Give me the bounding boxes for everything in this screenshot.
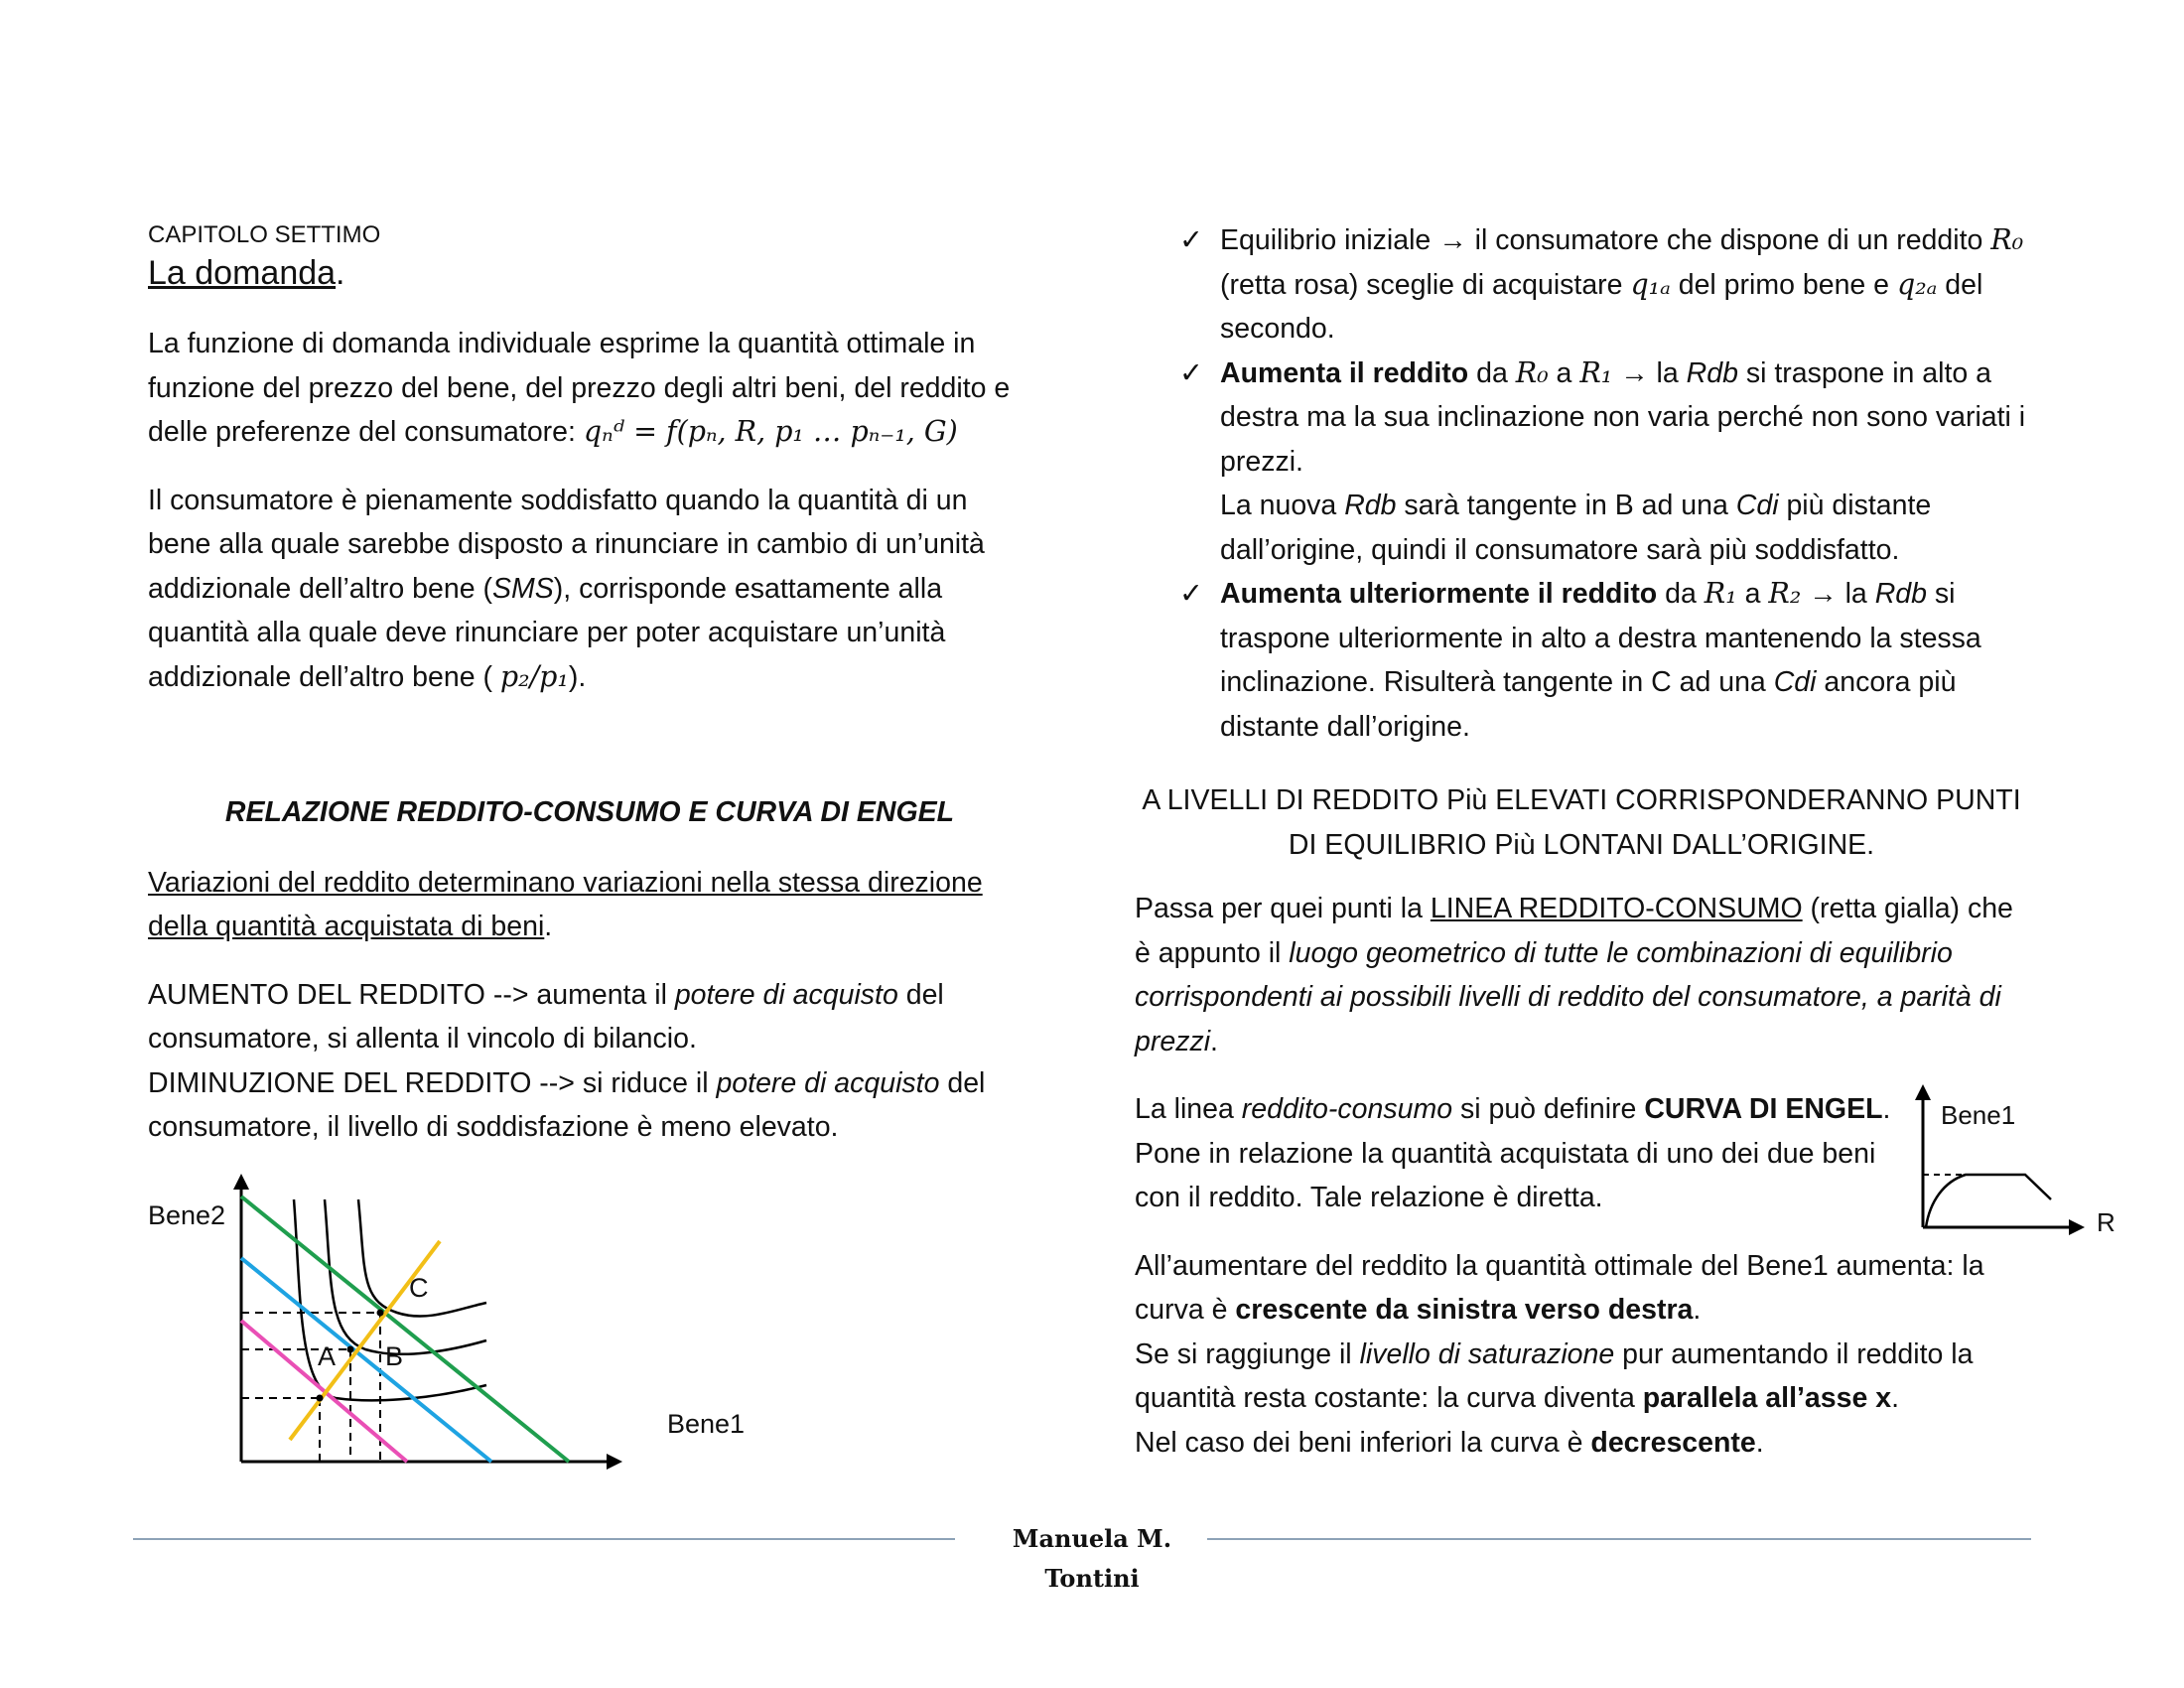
chart2-y-label: Bene1 [1941,1100,2016,1130]
b1-a: Equilibrio iniziale [1220,224,1439,256]
point-a-label: A [318,1341,337,1371]
final-l1b: crescente da sinistra verso destra [1235,1294,1694,1326]
b2-g: più distante dall’origine, quindi il consumatore sarà più soddisfatto. [1220,490,1932,566]
chart2-y-arrow [1915,1084,1931,1100]
b1-c: (retta rosa) sceglie di acquistare [1220,268,1631,301]
b3-b: a [1736,578,1769,610]
b1-q2a: q₂ₐ [1896,267,1938,301]
rc-em: luogo geometrico di tutte le combinazioni di equilibrio corrispondenti ai possibili livelli di reddito del consumatore, a parità di prezzi [1135,936,2001,1057]
b2-d: si traspone in alto a destra ma la sua inclinazione non varia perché non sono variati i prezzi. [1220,356,2026,478]
b2-r0: R₀ [1515,355,1549,389]
footer-rule-left [133,1538,955,1540]
section-title: RELAZIONE REDDITO-CONSUMO E CURVA DI ENGEL [224,796,955,828]
footer-rule-right [1207,1538,2031,1540]
b2-r1: R₁ [1579,355,1613,389]
decrease-rest: del consumatore, il livello di soddisfazione è meno elevato. [148,1066,986,1143]
b3-r1: R₁ [1704,577,1737,610]
sms-text-c: ). [568,660,587,693]
b1-b: il consumatore che dispone di un reddito [1466,224,1991,256]
final-l3c: . [1755,1426,1764,1459]
sms-text-b: ), corrisponde esattamente alla quantità alla quale deve rinunciare per poter acquistare un’unità addizionale dell’altro bene ( [148,572,946,693]
b2-cdi: Cdi [1735,490,1779,521]
final-l2em: livello di saturazione [1359,1337,1615,1370]
b2-rdb2: Rdb [1344,490,1397,521]
final-l1c: . [1693,1294,1702,1326]
engel-d: Pone in relazione la quantità acquistata di uno dei due beni con il reddito. Tale relazione è diretta. [1135,1137,1876,1213]
rc-a: Passa per quei punti la [1135,893,1431,924]
rc-b: (retta gialla) che è appunto il [1135,893,2013,969]
intro-text: La funzione di domanda individuale esprime la quantità ottimale in funzione del prezzo del bene, del prezzo degli altri beni, del reddito e delle preferenze del consumatore: [148,328,1011,448]
price-ratio: p₂/p₁ [499,659,569,693]
engel-c: . [1882,1093,1891,1125]
rc-c: . [1210,1025,1218,1057]
engel-a: La linea [1135,1093,1242,1125]
b2-e: La nuova [1220,490,1345,521]
chart1-y-label: Bene2 [148,1200,226,1230]
arrow-right-icon: → [1438,224,1467,256]
b2-a: da [1468,356,1516,389]
decrease-lead: DIMINUZIONE DEL REDDITO --> si riduce il [148,1066,717,1099]
final-l1a: All’aumentare del reddito la quantità ottimale del Bene1 aumenta: la curva è [1135,1249,1984,1326]
increase-em: potere di acquisto [674,978,898,1011]
footer-author: Manuela M. Tontini [1012,1524,1172,1593]
engel-em: reddito-consumo [1241,1093,1453,1125]
check-icon: ✓ [1179,224,1203,256]
engel-curve [1926,1175,2051,1227]
page-title-text: La domanda [148,254,337,292]
check-icon: ✓ [1179,578,1203,610]
headline: A LIVELLI DI REDDITO Più ELEVATI CORRISPONDERANNO PUNTI DI EQUILIBRIO Più LONTANI DALL’ORIGINE. [1142,784,2021,861]
point-c-label: C [409,1273,429,1303]
final-l2c: . [1891,1382,1900,1414]
engel-bold: CURVA DI ENGEL [1644,1093,1883,1125]
chart2-x-label: R [2097,1207,2116,1237]
decrease-em: potere di acquisto [716,1066,940,1099]
rc-underlined: LINEA REDDITO-CONSUMO [1430,893,1803,924]
variation-text: Variazioni del reddito determinano variazioni nella stessa direzione della quantità acquistata di beni [148,866,983,942]
check-icon: ✓ [1179,356,1203,389]
page-title-dot: . [336,254,345,292]
b2-bold: Aumenta il reddito [1220,356,1469,389]
chapter-label: CAPITOLO SETTIMO [148,221,381,248]
b3-c: la [1844,578,1875,610]
b3-rdb: Rdb [1874,578,1927,610]
arrow-right-icon: → [1612,356,1657,389]
variation-end: . [544,911,553,942]
b1-r0: R₀ [1990,223,2024,256]
b3-a: da [1657,578,1705,610]
arrow-right-icon: → [1801,578,1845,610]
b2-rdb: Rdb [1686,356,1738,389]
chart1-x-label: Bene1 [667,1409,746,1439]
b1-q1a: q₁ₐ [1630,267,1671,301]
final-l2b: pur aumentando il reddito la quantità resta costante: la curva diventa [1135,1337,1974,1414]
b3-cdi: Cdi [1773,666,1817,698]
final-l2bold: parallela all’asse x [1642,1382,1892,1414]
final-l3bold: decrescente [1590,1426,1756,1459]
engel-b: si può definire [1452,1093,1645,1125]
demand-formula: qₙᵈ = f(pₙ, R, p₁ … pₙ₋₁, G) [583,415,958,448]
b1-d: del primo bene e [1670,268,1897,301]
final-l2a: Se si raggiunge il [1135,1337,1360,1370]
point-b-label: B [385,1341,404,1371]
b2-b: a [1548,356,1580,389]
sms-text-a: Il consumatore è pienamente soddisfatto quando la quantità di un bene alla quale sarebbe disposto a rinunciare in cambio di un’unità addizionale dell’altro bene ( [148,484,985,605]
sms-label: SMS [491,572,554,605]
increase-rest: del consumatore, si allenta il vincolo di bilancio. [148,978,944,1055]
b1-e: del secondo. [1220,268,1983,345]
b3-r2: R₂ [1768,577,1802,610]
chart2-x-arrow [2069,1219,2085,1235]
b3-bold: Aumenta ulteriormente il reddito [1220,578,1658,610]
b3-e: ancora più distante dall’origine. [1220,666,1957,743]
increase-lead: AUMENTO DEL REDDITO --> aumenta il [148,978,675,1011]
b3-d: si traspone ulteriormente in alto a destra mantenendo la stessa inclinazione. Risulterà tangente in C ad una [1220,578,1981,698]
b2-c: la [1656,356,1687,389]
b2-f: sarà tangente in B ad una [1396,490,1736,521]
final-l3a: Nel caso dei beni inferiori la curva è [1135,1426,1591,1459]
